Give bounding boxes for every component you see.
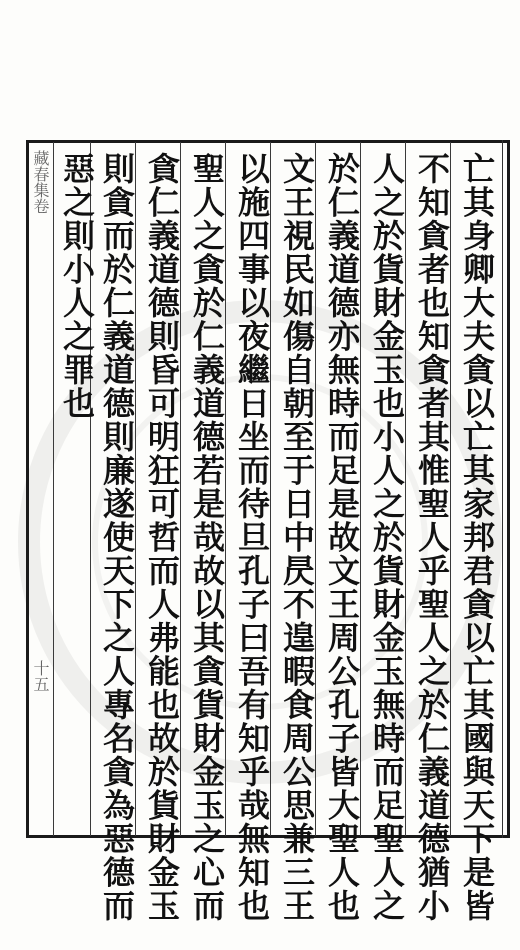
text-column-7: 聖人之貪於仁義道德若是哉故以其貪貨財金玉之心而 xyxy=(188,152,226,923)
text-column-10: 惡之則小人之罪也 xyxy=(58,152,96,420)
margin-title: 藏春集卷 xyxy=(31,150,50,214)
text-column-2: 不知貪者也知貪者其惟聖人乎聖人之於仁義道德猶小 xyxy=(413,152,451,923)
page-number: 十五 xyxy=(31,660,50,692)
text-column-9: 則貪而於仁義道德則廉遂使天下之人專名貪為惡德而 xyxy=(98,152,136,923)
column-rule xyxy=(53,142,54,836)
text-column-5: 文王視民如傷自朝至于日中昃不遑暇食周公思兼三王 xyxy=(278,152,316,923)
page-frame-inner-rule xyxy=(502,140,503,838)
text-column-4: 於仁義道德亦無時而足是故文王周公孔子皆大聖人也 xyxy=(323,152,361,923)
text-column-1: 亡其身卿大夫貪以亡其家邦君貪以亡其國與天下是皆 xyxy=(458,152,496,923)
text-column-6: 以施四事以夜繼日坐而待旦孔子曰吾有知乎哉無知也 xyxy=(233,152,271,923)
text-column-8: 貪仁義道德則昏可明狂可哲而人弗能也故於貨財金玉 xyxy=(143,152,181,923)
text-column-3: 人之於貨財金玉也小人之於貨財金玉無時而足聖人之 xyxy=(368,152,406,923)
